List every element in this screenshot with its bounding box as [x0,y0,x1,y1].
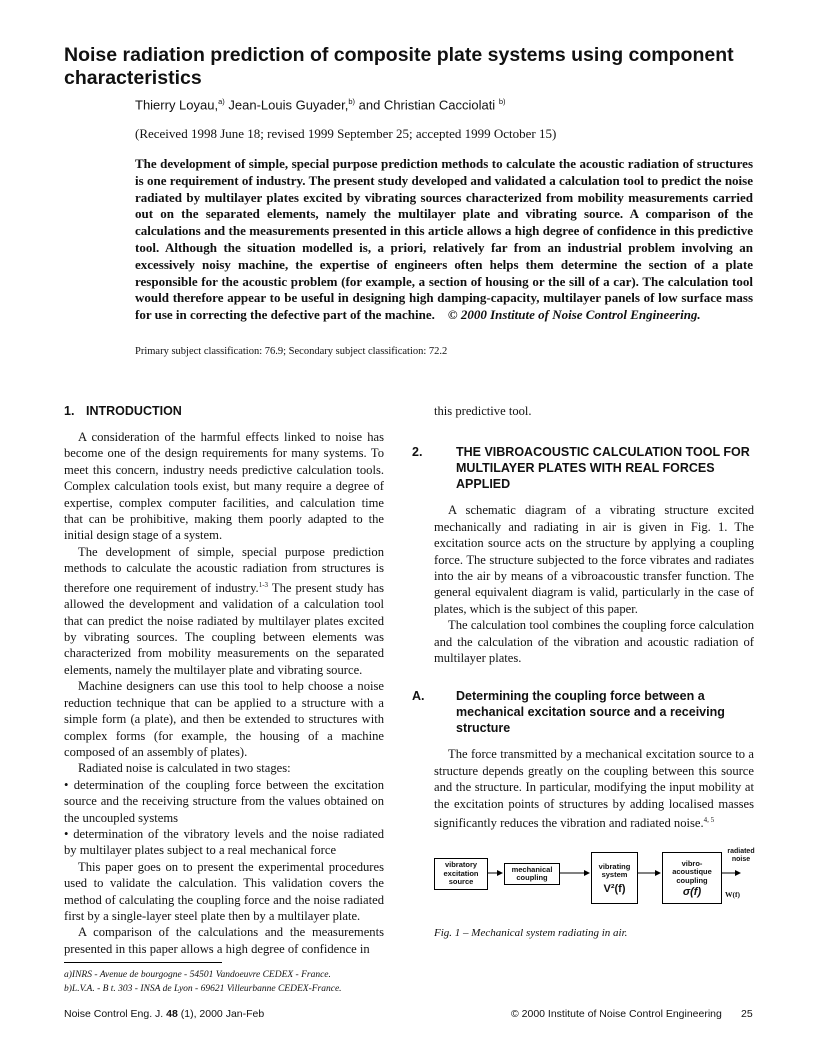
section-2-number: 2. [412,445,423,460]
section-a-paragraph-1 [434,746,754,831]
received-dates: (Received 1998 June 18; revised 1999 September 25; accepted 1999 October 15) [135,126,557,141]
section-a-p1-ref: 4, 5 [703,816,715,825]
radiated-noise-label: radiated noise [727,848,755,863]
author-1-affil: a) [218,97,225,106]
intro-paragraph-5: This paper goes on to present the experimental procedures used to validate the calculation. This validation covers the method of calculating the coupling force and the noise radiated first by a single-layer steel plate then by a multilayer plate. [64,859,384,923]
footer-copyright: © 2000 Institute of Noise Control Engineering [511,1008,722,1020]
section-2-paragraph-1: A schematic diagram of a vibrating structure excited mechanically and radiating in air is given in Fig. 1. The excitation source acts on the structure by applying a coupling force. The structure subjected to the force vibrates and radiates into the air by means of a vibroacoustic transfer function. The general equivalent diagram is valid, particularly in the case of plates, which is the subject of this paper. [434,503,754,616]
box-excitation-source: vibratory excitation source [434,858,488,890]
footnote-b: b)L.V.A. - B t. 303 - INSA de Lyon - 69621 Villeurbanne CEDEX-France. [64,984,342,994]
intro-paragraph-6: A comparison of the calculations and the measurements presented in this paper allows a high degree of confidence in [64,925,384,956]
section-a-title: Determining the coupling force between a mechanical excitation source and a receiving structure [456,689,725,736]
footer-journal-name: Noise Control Eng. J. [64,1008,167,1020]
author-2: Jean-Louis Guyader, [224,97,349,113]
vibroacoustic-symbol: σ(f) [682,886,702,898]
intro-p2-cont: The present study has allowed the development and validation of a calculation tool that can predict the noise radiated by multilayer plates excited by vibrating sources. The coupling between elements was characterized from mobility measurements on the separated elements, namely the multilayer plate and vibrating source. [64,580,384,677]
author-3: and Christian Cacciolati [355,97,499,113]
author-2-affil: b) [348,97,356,106]
footer-issue: (1), 2000 Jan-Feb [177,1008,265,1020]
section-2-title: THE VIBROACOUSTIC CALCULATION TOOL FOR MULTILAYER PLATES WITH REAL FORCES APPLIED [456,445,750,492]
page-number: 25 [741,1008,753,1020]
section-a-letter: A. [412,689,425,704]
intro-bullet-2: • determination of the vibratory levels and the noise radiated by multilayer plates subject to a real mechanical force [64,826,384,858]
author-1: Thierry Loyau, [135,97,219,113]
author-3-affil: b) [498,97,506,106]
footer-volume: 48 [166,1008,178,1020]
section-2-heading [412,444,754,492]
box-vibroacoustic-coupling [662,852,722,904]
section-1-heading [64,403,384,419]
intro-paragraph-4: Radiated noise is calculated in two stages: [78,761,291,776]
section-2-paragraph-2: The calculation tool combines the coupling force calculation and the calculation of the vibration and acoustic radiation of multilayer plates. [434,618,754,666]
intro-p2-ref: 1-3 [258,580,269,589]
footer-journal [64,1008,264,1020]
abstract-copyright: © 2000 Institute of Noise Control Engineering. [447,307,701,323]
section-a-heading [412,688,754,736]
abstract-text: The development of simple, special purpose prediction methods to calculate the acoustic radiation of structures is one requirement of industry. The present study developed and validated a calculation tool to predict the noise radiated by multilayer plates excited by vibrating sources characterized from mobility measurements carried out on the separated elements, namely the multilayer plate and vibrating source. A comparison of the calculations and the measurements presented in this article allows a high degree of confidence in this predictive tool. Although the situation modelled is, a priori, relatively far from an industrial problem involving an excessively noisy machine, the expertise of engineers often helps them determine the section of a plate responsible for the acoustic problem (for example, a section of housing or the sill of a car). The calculation tool would therefore appear to be useful in designing high damping-capacity, multilayer panels of low surface mass for use in correcting the defective part of the machine. [135,156,753,323]
intro-p2-text: The development of simple, special purpose prediction methods to calculate the acoustic radiation from structures is therefore one requirement of industry. [64,544,384,595]
footnote-a: a)INRS - Avenue de bourgogne - 54501 Vandoeuvre CEDEX - France. [64,970,331,980]
figure-1-diagram [434,848,756,910]
vibroacoustic-label: vibro-acoustique coupling [672,858,712,885]
footnote-rule [64,962,222,963]
intro-paragraph-1: A consideration of the harmful effects linked to noise has become one of the design requirements for many systems. To meet this concern, industry needs predictive calculation tools. Complex calculation tools exist, but many require a degree of expertise, complex computer facilities, and calculation time that can be prohibitive, making them poorly adapted to the initial design stage of a system. [64,430,384,543]
left-column [64,403,384,957]
subject-classification: Primary subject classification: 76.9; Secondary subject classification: 72.2 [135,346,448,357]
section-1-title: INTRODUCTION [86,404,182,418]
section-1-number: 1. [64,404,75,418]
abstract [135,156,753,324]
radiated-noise-symbol: W(f) [725,890,740,899]
intro-paragraph-2 [64,544,384,678]
right-column [412,403,754,832]
vibrating-system-label: vibrating system [598,861,631,880]
intro-paragraph-6-cont: this predictive tool. [434,404,532,418]
section-a-p1-text: The force transmitted by a mechanical excitation source to a structure depends greatly on the coupling between this source and the structure. In particular, modifying the input mobility at the excitation points of structures by adding localised masses significantly reduces the vibration and radiated noise. [434,747,754,831]
paper-title: Noise radiation prediction of composite plate systems using component characteristics [64,44,734,89]
authors [135,97,505,112]
vibrating-system-symbol: V²(f) [603,882,626,895]
intro-bullet-1: • determination of the coupling force between the excitation source and the receiving structure from the values obtained on the uncoupled systems [64,777,384,825]
box-vibrating-system [591,852,638,904]
figure-1-caption: Fig. 1 – Mechanical system radiating in air. [434,927,628,939]
intro-paragraph-3: Machine designers can use this tool to help choose a noise reduction technique that can be applied to a structure with a simple form (a plate), and then be extended to structures with complex forms (for example, the housing of a machine composed of an assembly of plates). [64,679,384,759]
box-mechanical-coupling: mechanical coupling [504,863,560,885]
